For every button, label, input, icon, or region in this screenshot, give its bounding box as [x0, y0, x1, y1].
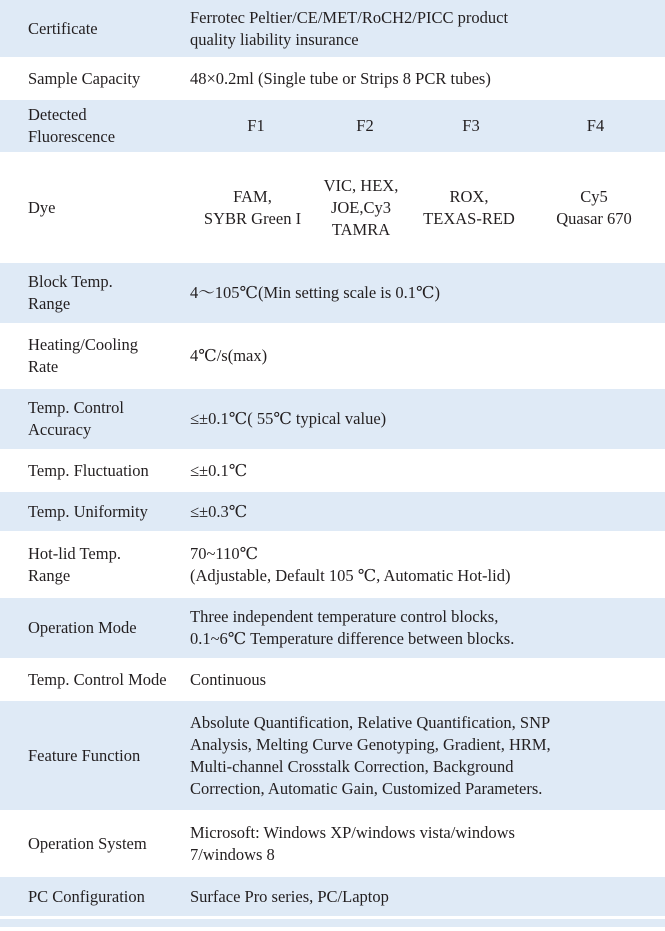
- row-value: Three independent temperature control blocks, 0.1~6℃ Temperature difference between blocks.: [190, 598, 665, 661]
- row-label: Operation System: [0, 813, 190, 877]
- channel-f2: F2: [356, 116, 374, 135]
- row-label: Temp. Control Mode: [0, 661, 190, 701]
- row-label: Heating/Cooling Rate: [0, 326, 190, 389]
- channel-f3: F3: [462, 116, 480, 135]
- row-label: Block Temp. Range: [0, 263, 190, 326]
- row-value: 4℃/s(max): [190, 326, 665, 389]
- row-label: Detected Fluorescence: [0, 100, 190, 155]
- row-value: Ferrotec Peltier/CE/MET/RoCH2/PICC product quality liability insurance: [190, 0, 665, 60]
- row-certificate: [0, 0, 665, 60]
- row-label: Sample Capacity: [0, 60, 190, 100]
- row-operation-mode: [0, 598, 665, 661]
- row-value: ≤±0.1℃: [190, 452, 665, 492]
- fluorescence-channels: [190, 100, 665, 155]
- row-value: 4～105℃(Min setting scale is 0.1℃): [190, 263, 665, 326]
- row-temp-control-mode: [0, 661, 665, 701]
- row-label: Operation Mode: [0, 598, 190, 661]
- row-detected-fluorescence: [0, 100, 665, 155]
- row-temp-control-accuracy: [0, 389, 665, 452]
- row-value: Microsoft: Windows XP/windows vista/windows 7/windows 8: [190, 813, 665, 877]
- row-sample-capacity: [0, 60, 665, 100]
- row-value: ≤±0.1℃( 55℃ typical value): [190, 389, 665, 452]
- row-block-temp-range: [0, 263, 665, 326]
- row-value: Surface Pro series, PC/Laptop: [190, 877, 665, 919]
- row-value: 70~110℃ (Adjustable, Default 105 ℃, Automatic Hot-lid): [190, 534, 665, 598]
- row-label: Certificate: [0, 0, 190, 60]
- row-heating-cooling-rate: [0, 326, 665, 389]
- row-label: Temp. Uniformity: [0, 492, 190, 534]
- row-value: Continuous: [190, 661, 665, 701]
- row-label: Temp. Control Accuracy: [0, 389, 190, 452]
- row-value: Absolute Quantification, Relative Quantification, SNP Analysis, Melting Curve Genotyping, Gradient, HRM, Multi-channel Crosstalk Correction, Background Correction, Automatic Gain, Customized Parameters.: [190, 701, 665, 813]
- dye-f3: ROX, TEXAS-RED: [423, 186, 515, 228]
- row-operation-system: [0, 813, 665, 877]
- row-pc-configuration: [0, 877, 665, 919]
- row-label: Hot-lid Temp. Range: [0, 534, 190, 598]
- row-label: Feature Function: [0, 701, 190, 813]
- row-feature-function: [0, 701, 665, 813]
- row-label: Dye: [0, 155, 190, 263]
- row-label: PC Configuration: [0, 877, 190, 919]
- row-hot-lid-temp-range: [0, 534, 665, 598]
- row-value: 48×0.2ml (Single tube or Strips 8 PCR tubes): [190, 60, 665, 100]
- bottom-strip: [0, 919, 665, 927]
- dye-f2: VIC, HEX, JOE,Cy3 TAMRA: [323, 175, 399, 239]
- row-temp-fluctuation: [0, 452, 665, 492]
- row-dye: [0, 155, 665, 263]
- row-value: ≤±0.3℃: [190, 492, 665, 534]
- dye-values: [190, 155, 665, 263]
- dye-f4: Cy5 Quasar 670: [556, 186, 632, 228]
- channel-f1: F1: [247, 116, 265, 135]
- row-temp-uniformity: [0, 492, 665, 534]
- channel-f4: F4: [586, 116, 605, 135]
- dye-f1: FAM, SYBR Green I: [203, 186, 302, 228]
- row-label: Temp. Fluctuation: [0, 452, 190, 492]
